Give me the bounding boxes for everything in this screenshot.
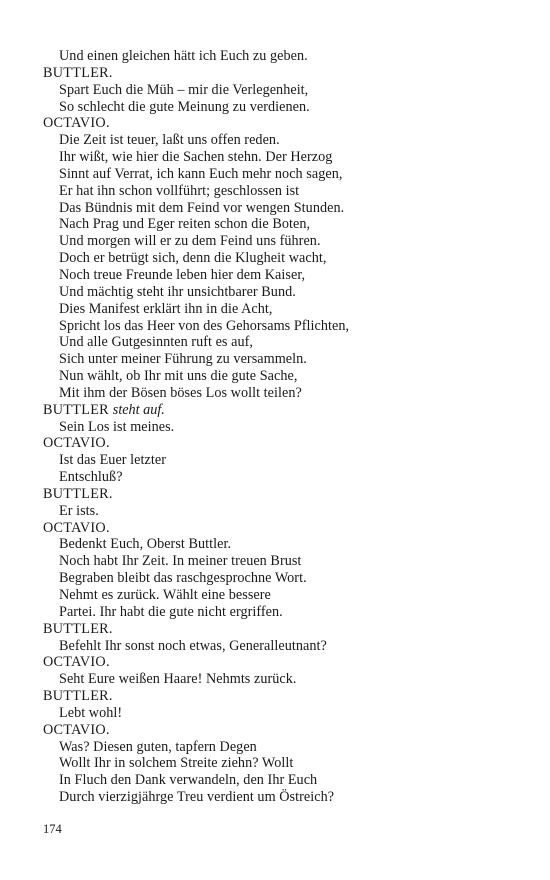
speaker-name: BUTTLER.	[43, 688, 113, 705]
verse-line: Noch treue Freunde leben hier dem Kaiser,	[59, 266, 306, 283]
speaker-name: OCTAVIO.	[43, 435, 110, 452]
verse-line: Begraben bleibt das raschgesprochne Wort.	[59, 570, 307, 587]
verse-line: Befehlt Ihr sonst noch etwas, Generalleutnant?	[59, 637, 327, 654]
verse-line: Mit ihm der Bösen böses Los wollt teilen?	[59, 384, 302, 401]
verse-line: Wollt Ihr in solchem Streite ziehn? Wollt	[59, 755, 294, 772]
verse-line: Er hat ihn schon vollführt; geschlossen ist	[59, 182, 300, 199]
speaker-name: OCTAVIO.	[43, 519, 110, 536]
verse-line: Nach Prag und Eger reiten schon die Boten,	[59, 216, 311, 233]
page-number: 174	[43, 822, 62, 836]
verse-line: Durch vierzigjährge Treu verdient um Östreich?	[59, 789, 335, 806]
speaker-name: OCTAVIO.	[43, 721, 110, 738]
verse-line: Und einen gleichen hätt ich Euch zu geben.	[59, 48, 308, 64]
speaker-name: BUTTLER.	[43, 620, 113, 637]
speaker-name	[43, 402, 513, 419]
verse-line: Doch er betrügt sich, denn die Klugheit wacht,	[59, 250, 327, 267]
verse-line: Und mächtig steht ihr unsichtbarer Bund.	[59, 283, 296, 300]
verse-line: Noch habt Ihr Zeit. In meiner treuen Brust	[59, 553, 302, 570]
verse-line: Spart Euch die Müh – mir die Verlegenheit,	[59, 81, 309, 98]
text-block	[43, 48, 513, 806]
verse-line: Partei. Ihr habt die gute nicht ergriffen.	[59, 603, 283, 620]
verse-line: Bedenkt Euch, Oberst Buttler.	[59, 536, 232, 553]
speaker-name: BUTTLER.	[43, 485, 113, 502]
speaker-name: OCTAVIO.	[43, 115, 110, 132]
verse-line: Was? Diesen guten, tapfern Degen	[59, 738, 257, 755]
verse-line: Sein Los ist meines.	[59, 418, 175, 435]
speaker-label: BUTTLER	[43, 401, 109, 418]
verse-line: Seht Eure weißen Haare! Nehmts zurück.	[59, 671, 297, 688]
speaker-name: OCTAVIO.	[43, 654, 110, 671]
verse-line: Lebt wohl!	[59, 704, 123, 721]
speaker-name: BUTTLER.	[43, 64, 113, 81]
verse-line: Das Bündnis mit dem Feind vor wengen Stunden.	[59, 199, 345, 216]
verse-line: Er ists.	[59, 502, 99, 519]
stage-direction: steht auf.	[112, 401, 165, 418]
verse-line: Ihr wißt, wie hier die Sachen stehn. Der Herzog	[59, 149, 333, 166]
verse-line: Dies Manifest erklärt ihn in die Acht,	[59, 300, 273, 317]
verse-line: Sinnt auf Verrat, ich kann Euch mehr noch sagen,	[59, 165, 343, 182]
verse-line: In Fluch den Dank verwandeln, den Ihr Euch	[59, 772, 318, 789]
verse-line: Nun wählt, ob Ihr mit uns die gute Sache,	[59, 368, 298, 385]
verse-line: Nehmt es zurück. Wählt eine bessere	[59, 587, 271, 603]
verse-line: Sich unter meiner Führung zu versammeln.	[59, 351, 307, 368]
verse-line: Die Zeit ist teuer, laßt uns offen reden.	[59, 132, 280, 149]
verse-line: Ist das Euer letzter	[59, 452, 166, 469]
verse-line: Spricht los das Heer von des Gehorsams Pflichten,	[59, 317, 350, 334]
verse-line: Und morgen will er zu dem Feind uns führen.	[59, 233, 321, 250]
verse-line: So schlecht die gute Meinung zu verdienen.	[59, 98, 310, 115]
verse-line: Und alle Gutgesinnten ruft es auf,	[59, 334, 253, 351]
verse-line: Entschluß?	[59, 469, 123, 486]
